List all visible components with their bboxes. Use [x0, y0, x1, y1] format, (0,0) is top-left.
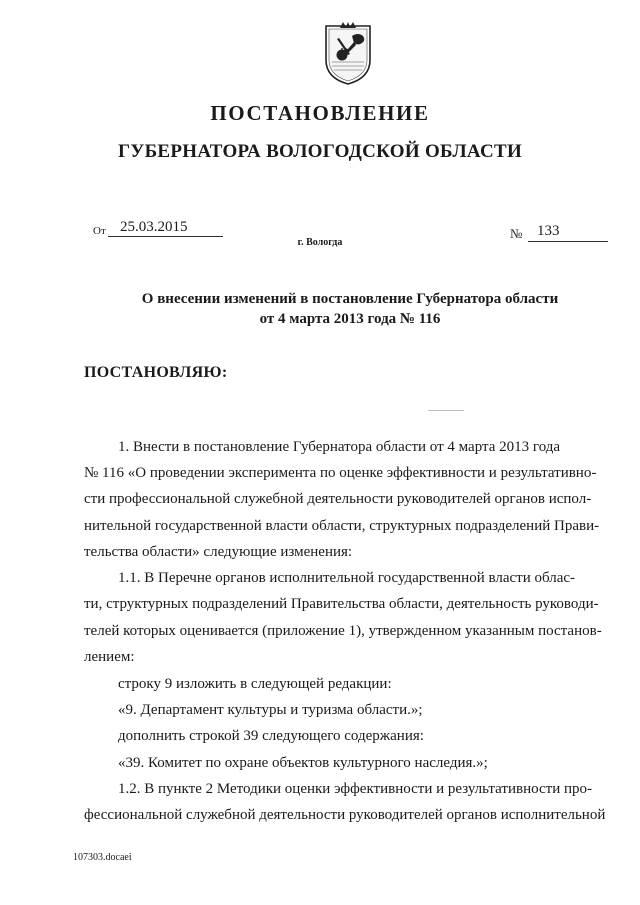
subject-line: от 4 марта 2013 года № 116: [259, 311, 441, 327]
scan-mark: [428, 410, 464, 411]
coat-of-arms-icon: [318, 22, 378, 86]
body-line: строку 9 изложить в следующей редакции:: [118, 676, 392, 692]
document-file-code: 107303.docaei: [73, 852, 132, 863]
body-line: нительной государственной власти области, структурных подразделений Прави-: [84, 518, 600, 534]
body-line: лением:: [84, 649, 135, 665]
document-issuer: ГУБЕРНАТОРА ВОЛОГОДСКОЙ ОБЛАСТИ: [117, 141, 523, 162]
resolve-heading: ПОСТАНОВЛЯЮ:: [84, 364, 228, 381]
body-line: «9. Департамент культуры и туризма области.»;: [118, 702, 423, 718]
subject-line: О внесении изменений в постановление Губернатора области: [141, 291, 559, 307]
body-line: 1. Внести в постановление Губернатора области от 4 марта 2013 года: [118, 439, 561, 455]
body-line: № 116 «О проведении эксперимента по оценке эффективности и результативно-: [84, 465, 597, 481]
document-date: 25.03.2015: [120, 219, 188, 235]
body-line: «39. Комитет по охране объектов культурного наследия.»;: [118, 755, 488, 771]
document-subject: [0, 289, 640, 329]
body-line: сти профессиональной служебной деятельности руководителей органов испол-: [84, 491, 592, 507]
date-label: От: [93, 225, 106, 237]
body-line: фессиональной служебной деятельности руководителей органов исполнительной: [84, 807, 606, 823]
body-line: телей которых оценивается (приложение 1), утвержденном указанным постанов-: [84, 623, 602, 639]
body-line: тельства области» следующие изменения:: [84, 544, 353, 560]
document-city: г. Вологда: [297, 237, 343, 248]
body-line: 1.1. В Перечне органов исполнительной государственной власти облас-: [118, 570, 576, 586]
body-line: 1.2. В пункте 2 Методики оценки эффективности и результативности про-: [118, 781, 593, 797]
body-line: дополнить строкой 39 следующего содержания:: [118, 728, 424, 744]
number-label: №: [510, 226, 523, 241]
document-number: 133: [537, 223, 560, 239]
body-line: ти, структурных подразделений Правительства области, деятельность руководи-: [84, 596, 599, 612]
document-title: ПОСТАНОВЛЕНИЕ: [210, 101, 430, 125]
